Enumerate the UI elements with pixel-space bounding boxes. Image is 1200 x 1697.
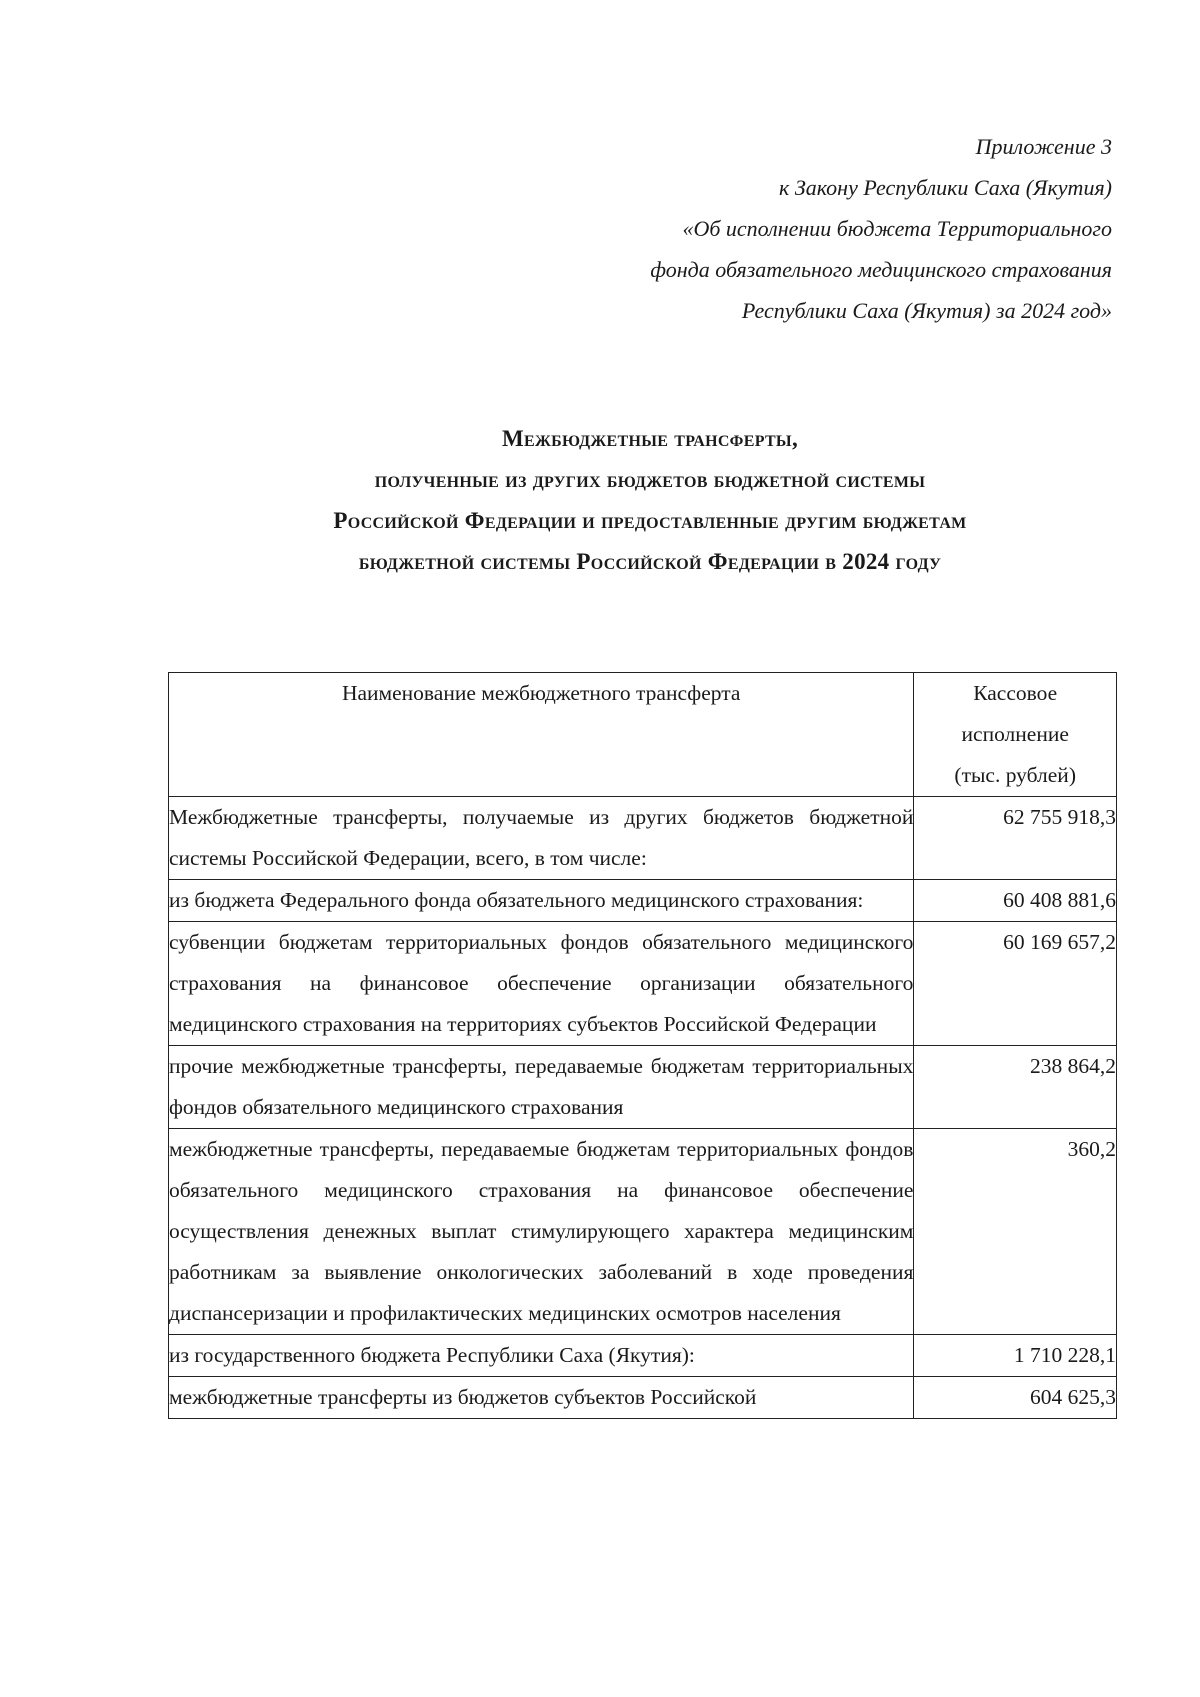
- transfers-table: [168, 672, 1117, 1419]
- appendix-number: Приложение 3: [975, 134, 1112, 159]
- table-row: [169, 1046, 1117, 1129]
- title-line-1: Межбюджетные трансферты,: [501, 426, 798, 451]
- row-name-cell: субвенции бюджетам территориальных фондов обязательного медицинского страхования на финансовое обеспечение организации обязательного медицинского страхования на территориях субъектов Российской Федерации: [169, 922, 914, 1046]
- row-name-cell: прочие межбюджетные трансферты, передаваемые бюджетам территориальных фондов обязательного медицинского страхования: [169, 1046, 914, 1129]
- table-row: [169, 1377, 1117, 1419]
- title-line-2: полученные из других бюджетов бюджетной системы: [374, 467, 926, 492]
- table-row: [169, 797, 1117, 880]
- document-title: [120, 418, 1180, 582]
- row-name-cell: из государственного бюджета Республики Саха (Якутия):: [169, 1335, 914, 1377]
- appendix-law-title-line-1: «Об исполнении бюджета Территориального: [682, 216, 1112, 241]
- header-amount-cell: [914, 673, 1117, 797]
- appendix-law-title-line-3: Республики Саха (Якутия) за 2024 год»: [741, 298, 1112, 323]
- table-row: [169, 922, 1117, 1046]
- title-line-4: бюджетной системы Российской Федерации в 2024 году: [358, 549, 942, 574]
- row-amount-cell: 238 864,2: [914, 1046, 1117, 1129]
- row-name-cell: межбюджетные трансферты, передаваемые бюджетам территориальных фондов обязательного медицинского страхования на финансовое обеспечение осуществления денежных выплат стимулирующего характера медицинским работникам за выявление онкологических заболеваний в ходе проведения диспансеризации и профилактических медицинских осмотров населения: [169, 1129, 914, 1335]
- row-name-cell: Межбюджетные трансферты, получаемые из других бюджетов бюджетной системы Российской Федерации, всего, в том числе:: [169, 797, 914, 880]
- row-amount-cell: 360,2: [914, 1129, 1117, 1335]
- table-header-row: [169, 673, 1117, 797]
- table-row: [169, 880, 1117, 922]
- row-amount-cell: 1 710 228,1: [914, 1335, 1117, 1377]
- header-amount-line-3: (тыс. рублей): [954, 763, 1076, 787]
- row-amount-cell: 60 169 657,2: [914, 922, 1117, 1046]
- row-amount-cell: 62 755 918,3: [914, 797, 1117, 880]
- header-amount-line-2: исполнение: [961, 722, 1069, 746]
- appendix-header: [650, 126, 1112, 331]
- appendix-law-title-line-2: фонда обязательного медицинского страхования: [650, 257, 1112, 282]
- header-name-cell: Наименование межбюджетного трансферта: [169, 673, 914, 797]
- title-line-3: Российской Федерации и предоставленные другим бюджетам: [333, 508, 967, 533]
- table-row: [169, 1335, 1117, 1377]
- table-row: [169, 1129, 1117, 1335]
- header-amount-line-1: Кассовое: [973, 681, 1058, 705]
- row-amount-cell: 604 625,3: [914, 1377, 1117, 1419]
- row-name-cell: из бюджета Федерального фонда обязательного медицинского страхования:: [169, 880, 914, 922]
- row-amount-cell: 60 408 881,6: [914, 880, 1117, 922]
- row-name-cell: межбюджетные трансферты из бюджетов субъектов Российской: [169, 1377, 914, 1419]
- appendix-law-reference: к Закону Республики Саха (Якутия): [779, 175, 1112, 200]
